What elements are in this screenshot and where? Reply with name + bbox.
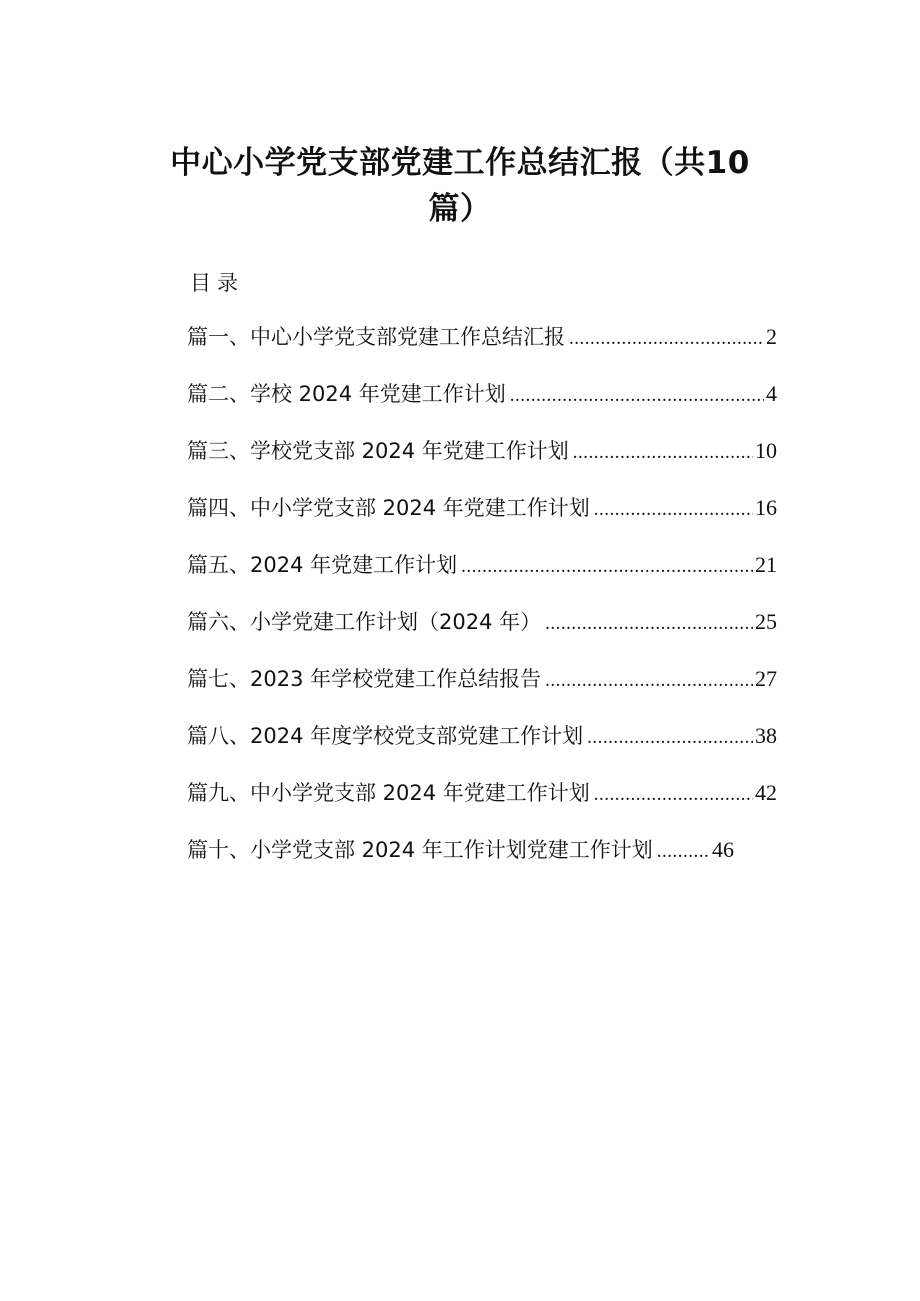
toc-entry-8[interactable]	[187, 719, 777, 776]
toc-dot-leader	[587, 721, 753, 755]
toc-entry-6[interactable]	[187, 605, 777, 662]
toc-entry-label: 篇三、学校党支部 2024 年党建工作计划	[187, 439, 569, 463]
toc-entry-label: 篇五、2024 年党建工作计划	[187, 553, 458, 577]
toc-entry-3[interactable]	[187, 434, 777, 491]
toc-entry-page: 46	[712, 837, 734, 862]
document-title: 中心小学党支部党建工作总结汇报（共10篇）	[170, 145, 750, 227]
toc-heading: 目录	[190, 271, 244, 295]
toc-dot-leader	[545, 607, 753, 641]
toc-dot-leader	[573, 436, 753, 470]
toc-entry-5[interactable]	[187, 548, 777, 605]
toc-dot-leader	[545, 664, 753, 698]
toc-dot-leader	[569, 322, 764, 356]
toc-entry-page: 38	[755, 723, 777, 748]
toc-dot-leader	[510, 379, 764, 413]
toc-entry-7[interactable]	[187, 662, 777, 719]
toc-entry-2[interactable]	[187, 377, 777, 434]
toc-entry-label: 篇一、中心小学党支部党建工作总结汇报	[187, 325, 565, 349]
toc-dot-leader	[657, 835, 710, 869]
toc-entry-4[interactable]	[187, 491, 777, 548]
toc-entry-1[interactable]	[187, 320, 777, 377]
toc-entry-page: 25	[755, 609, 777, 634]
toc-entry-page: 2	[766, 324, 777, 349]
toc-entry-label: 篇十、小学党支部 2024 年工作计划党建工作计划	[187, 838, 653, 862]
table-of-contents	[187, 320, 777, 890]
toc-entry-page: 42	[755, 780, 777, 805]
toc-dot-leader	[461, 550, 753, 584]
toc-entry-page: 16	[755, 495, 777, 520]
toc-entry-9[interactable]	[187, 776, 777, 833]
toc-entry-label: 篇七、2023 年学校党建工作总结报告	[187, 667, 542, 691]
toc-dot-leader	[594, 778, 753, 812]
toc-entry-10[interactable]	[187, 833, 734, 890]
toc-entry-label: 篇二、学校 2024 年党建工作计划	[187, 382, 506, 406]
toc-entry-page: 4	[766, 381, 777, 406]
toc-entry-page: 21	[755, 552, 777, 577]
toc-entry-label: 篇八、2024 年度学校党支部党建工作计划	[187, 724, 584, 748]
toc-dot-leader	[594, 493, 753, 527]
toc-entry-page: 27	[755, 666, 777, 691]
toc-entry-label: 篇四、中小学党支部 2024 年党建工作计划	[187, 496, 590, 520]
toc-entry-label: 篇六、小学党建工作计划（2024 年）	[187, 610, 542, 634]
toc-entry-page: 10	[755, 438, 777, 463]
toc-entry-label: 篇九、中小学党支部 2024 年党建工作计划	[187, 781, 590, 805]
